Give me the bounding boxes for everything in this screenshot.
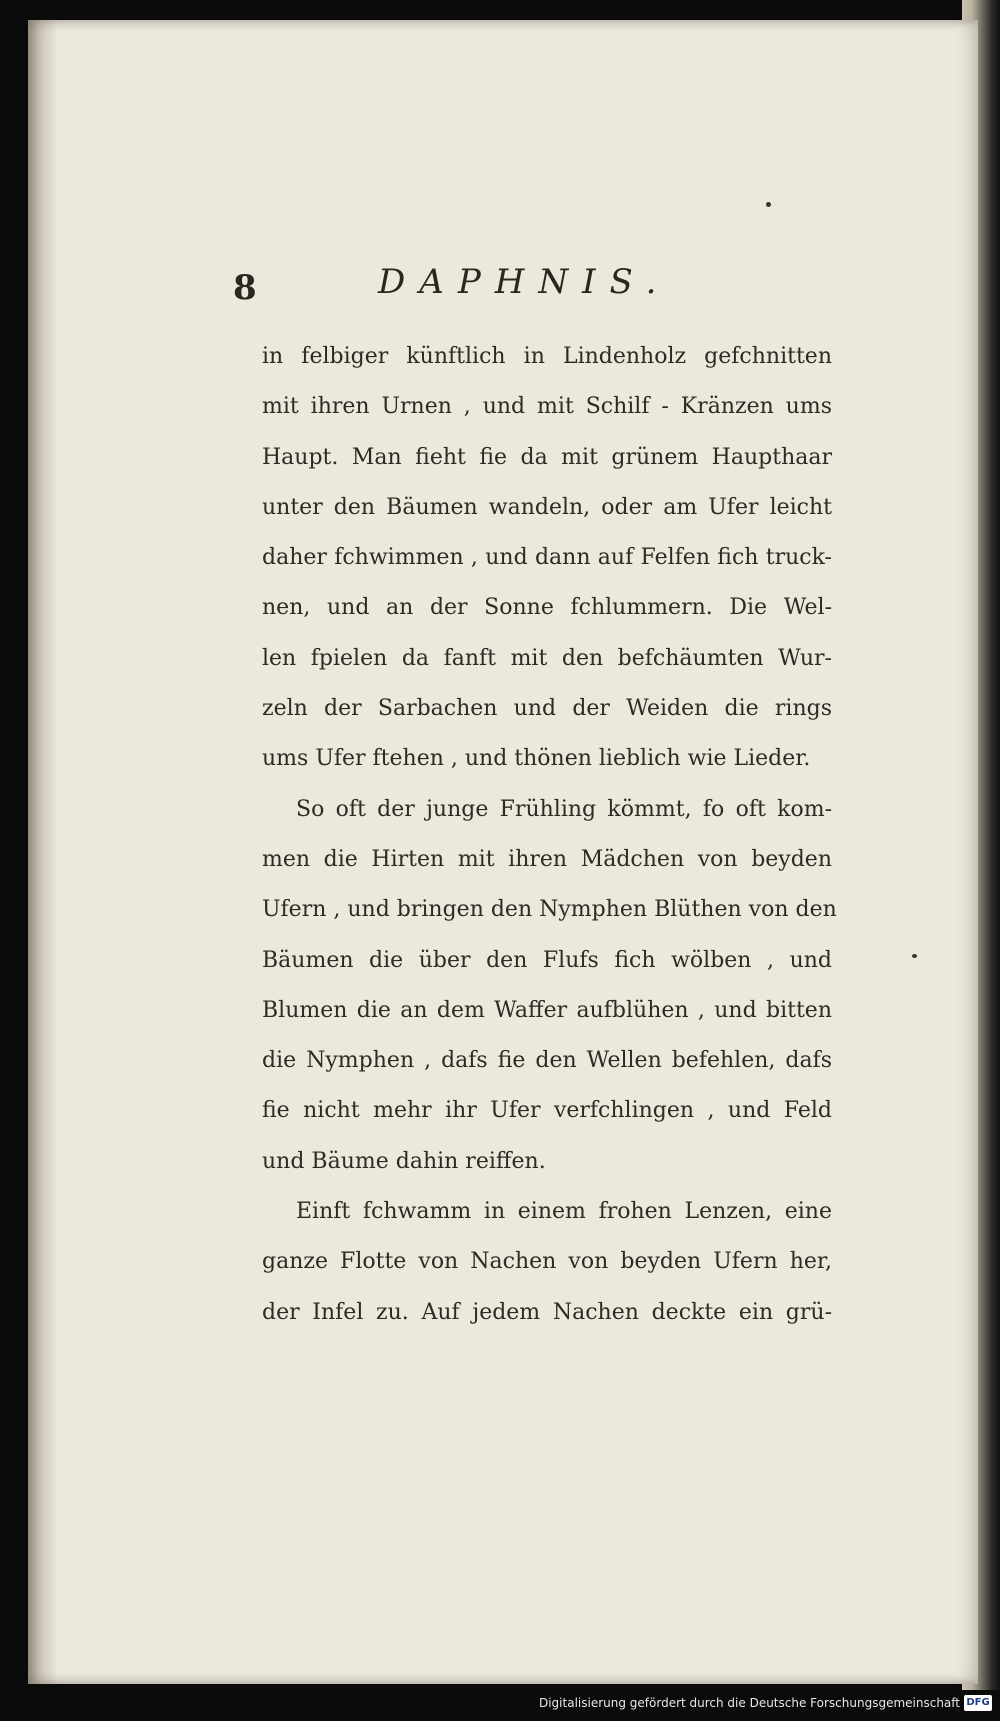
dust-speck	[912, 954, 917, 958]
body-text	[262, 332, 837, 1338]
text-line: ums Ufer ftehen , und thönen lieblich wie Lieder.	[262, 746, 811, 772]
text-line: und Bäume dahin reiffen.	[262, 1148, 546, 1174]
text-line: in felbiger künftlich in Lindenholz gefchnitten	[262, 344, 832, 369]
text-line: len fpielen da fanft mit den befchäumten Wur-	[262, 645, 832, 671]
digitization-footer	[0, 1690, 1000, 1721]
text-line: Haupt. Man fieht fie da mit grünem Haupthaar	[262, 444, 832, 470]
text-line: Einft fchwamm in einem frohen Lenzen, eine	[296, 1199, 832, 1225]
text-line: mit ihren Urnen , und mit Schilf - Kränzen ums	[262, 394, 832, 420]
text-line: der Infel zu. Auf jedem Nachen deckte ein grü-	[262, 1299, 832, 1325]
paragraph-2	[262, 785, 837, 1187]
text-line: ganze Flotte von Nachen von beyden Ufern her,	[262, 1249, 832, 1275]
text-line: Ufern , und bringen den Nymphen Blüthen von den	[262, 897, 837, 923]
text-line: Blumen die an dem Waffer aufblühen , und bitten	[262, 997, 832, 1023]
text-line: So oft der junge Frühling kömmt, fo oft kom-	[296, 796, 832, 822]
page-gutter-shadow	[28, 20, 58, 1684]
paragraph-3	[262, 1187, 832, 1338]
paragraph-1	[262, 332, 832, 785]
dust-speck	[766, 202, 771, 207]
text-line: unter den Bäumen wandeln, oder am Ufer leicht	[262, 494, 832, 520]
text-line: zeln der Sarbachen und der Weiden die rings	[262, 696, 832, 722]
text-line: daher fchwimmen , und dann auf Felfen fich truck-	[262, 545, 832, 571]
text-line: Bäumen die über den Flufs fich wölben , und	[262, 947, 832, 973]
text-line: fie nicht mehr ihr Ufer verfchlingen , und Feld	[262, 1098, 832, 1124]
funding-notice: Digitalisierung gefördert durch die Deutsche Forschungsgemeinschaft	[538, 1696, 960, 1710]
text-line: nen, und an der Sonne fchlummern. Die Wel-	[262, 595, 832, 621]
page-number: 8	[233, 268, 257, 308]
dfg-logo: DFG	[964, 1695, 992, 1711]
text-line: die Nymphen , dafs fie den Wellen befehlen, dafs	[262, 1048, 832, 1074]
text-line: men die Hirten mit ihren Mädchen von beyden	[262, 846, 832, 872]
running-title: DAPHNIS.	[378, 262, 671, 302]
page-header	[233, 262, 703, 312]
